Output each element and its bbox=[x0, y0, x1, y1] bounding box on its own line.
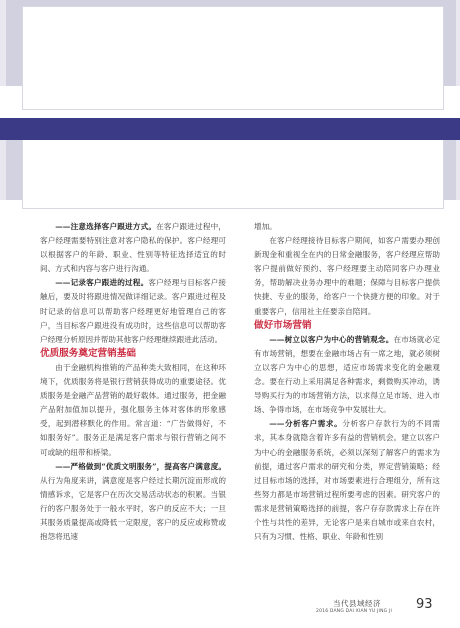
paragraph bbox=[254, 417, 440, 544]
paragraph-lead: ——树立以客户为中心的营销观念。 bbox=[269, 334, 394, 344]
paragraph-text: 分析客户存款行为的不同需求，其本身就隐含着许多有益的营销机会。建立以客户为中心的金融服务系统，必须以深刻了解客户的需求为前提，通过客户需求的研究和分类，界定营销策略；经过目标市场的选择，对市场要素进行合理组分，所有这些努力都是市场营销过程所要考虑的因素。研究客户的需求是营销策略选择的前提，客户存存款需求上存在许个性与共性的差异，无论客户是来自城市或来自农村，只有为习惯、性格、职业、年龄和性别 bbox=[254, 419, 441, 542]
paragraph bbox=[40, 220, 226, 276]
paragraph bbox=[254, 333, 440, 418]
right-column bbox=[254, 220, 440, 544]
journal-title: 当代县域经济 bbox=[333, 599, 381, 608]
section-heading: 做好市场营销 bbox=[254, 319, 312, 331]
paragraph bbox=[40, 276, 226, 346]
paragraph-lead: ——分析客户需求。 bbox=[269, 419, 343, 429]
paragraph: 在客户经理接待目标客户期间，如客户需要办理创新现金和重视全在内的日常金融服务，客户经理应帮助客户提前做好预约、客户经理要主动陪同客户办理业务，帮助解决业务办理中的难题；保障与目标客户提供快捷、专业的服务，给客户一个快捷方便的印象。对于重要客户，信用社主任要亲自陪同。 bbox=[254, 236, 440, 316]
paragraph-text: 从行为角度来讲，满意度是客户经过长期沉淀而形成的情感诉求，它是客户在历次交易活动状态的积累。当银行的客户服务处于一般水平时，客户的反应不大；一旦其服务质量提高或降低一定限度，客户的反应或称赞或抱怨将迅速 bbox=[40, 475, 226, 542]
paragraph bbox=[40, 460, 226, 545]
banner-panel bbox=[22, 140, 444, 209]
paragraph-lead: ——严格做到“优质文明服务”，提高客户满意度。 bbox=[55, 461, 226, 471]
section-heading: 优质服务奠定营销基础 bbox=[40, 347, 136, 359]
paragraph: 增加。 bbox=[254, 222, 277, 231]
page-number: 93 bbox=[416, 597, 433, 612]
paragraph: 由于金融机构推销的产品种类大致相同，在这种环境下，优质服务将是银行营销获得成功的重要途径。优质服务是金融产品营销的最好载体。通过服务，把金融产品附加值加以提升，强化服务主体对客体的形象感受，起到潜移默化的作用。常言道：“广告做得好，不如服务好”。服务正是满足客户需求与银行营销之间不可或缺的纽带和桥梁。 bbox=[40, 362, 226, 457]
paragraph-lead: ——注意选择客户跟进方式。 bbox=[55, 222, 157, 231]
journal-subtitle: 2016 DANG DAI XIAN YU JING JI bbox=[316, 609, 393, 614]
paragraph-lead: ——记录客户跟进的过程。 bbox=[55, 278, 149, 288]
header-panel bbox=[22, 6, 444, 110]
paragraph-text: 客户经理与目标客户接触后，要及时将跟进情况做详细记录。客户跟进过程及时记录的信息可以帮助客户经理更好地管理自己的客户，当目标客户跟进没有成功时，这些信息可以帮助客户经理分析原因并帮助其他客户经理继续跟进此活动。 bbox=[40, 278, 226, 344]
accent-bar bbox=[0, 118, 460, 140]
paragraph-text: 在市场就必定有市场营销，想要在金融市场占有一席之地，就必须树立以客户为中心的思想，适应市场需求变化的金融观念。要在行动上采用满足各种需求，剩微购买冲动，诱导购买行为的市场营销方法，以求得立足市场、进入市场、争得市场，在市场竞争中发展壮大。 bbox=[254, 334, 440, 415]
left-column bbox=[40, 220, 226, 544]
paragraph-text: 在客户跟进过程中，客户经理需要特别注意对客户隐私的保护。客户经理可以根据客户的年龄、职业、性别等特征选择适宜的时间、方式和内容与客户进行沟通。 bbox=[40, 222, 226, 274]
